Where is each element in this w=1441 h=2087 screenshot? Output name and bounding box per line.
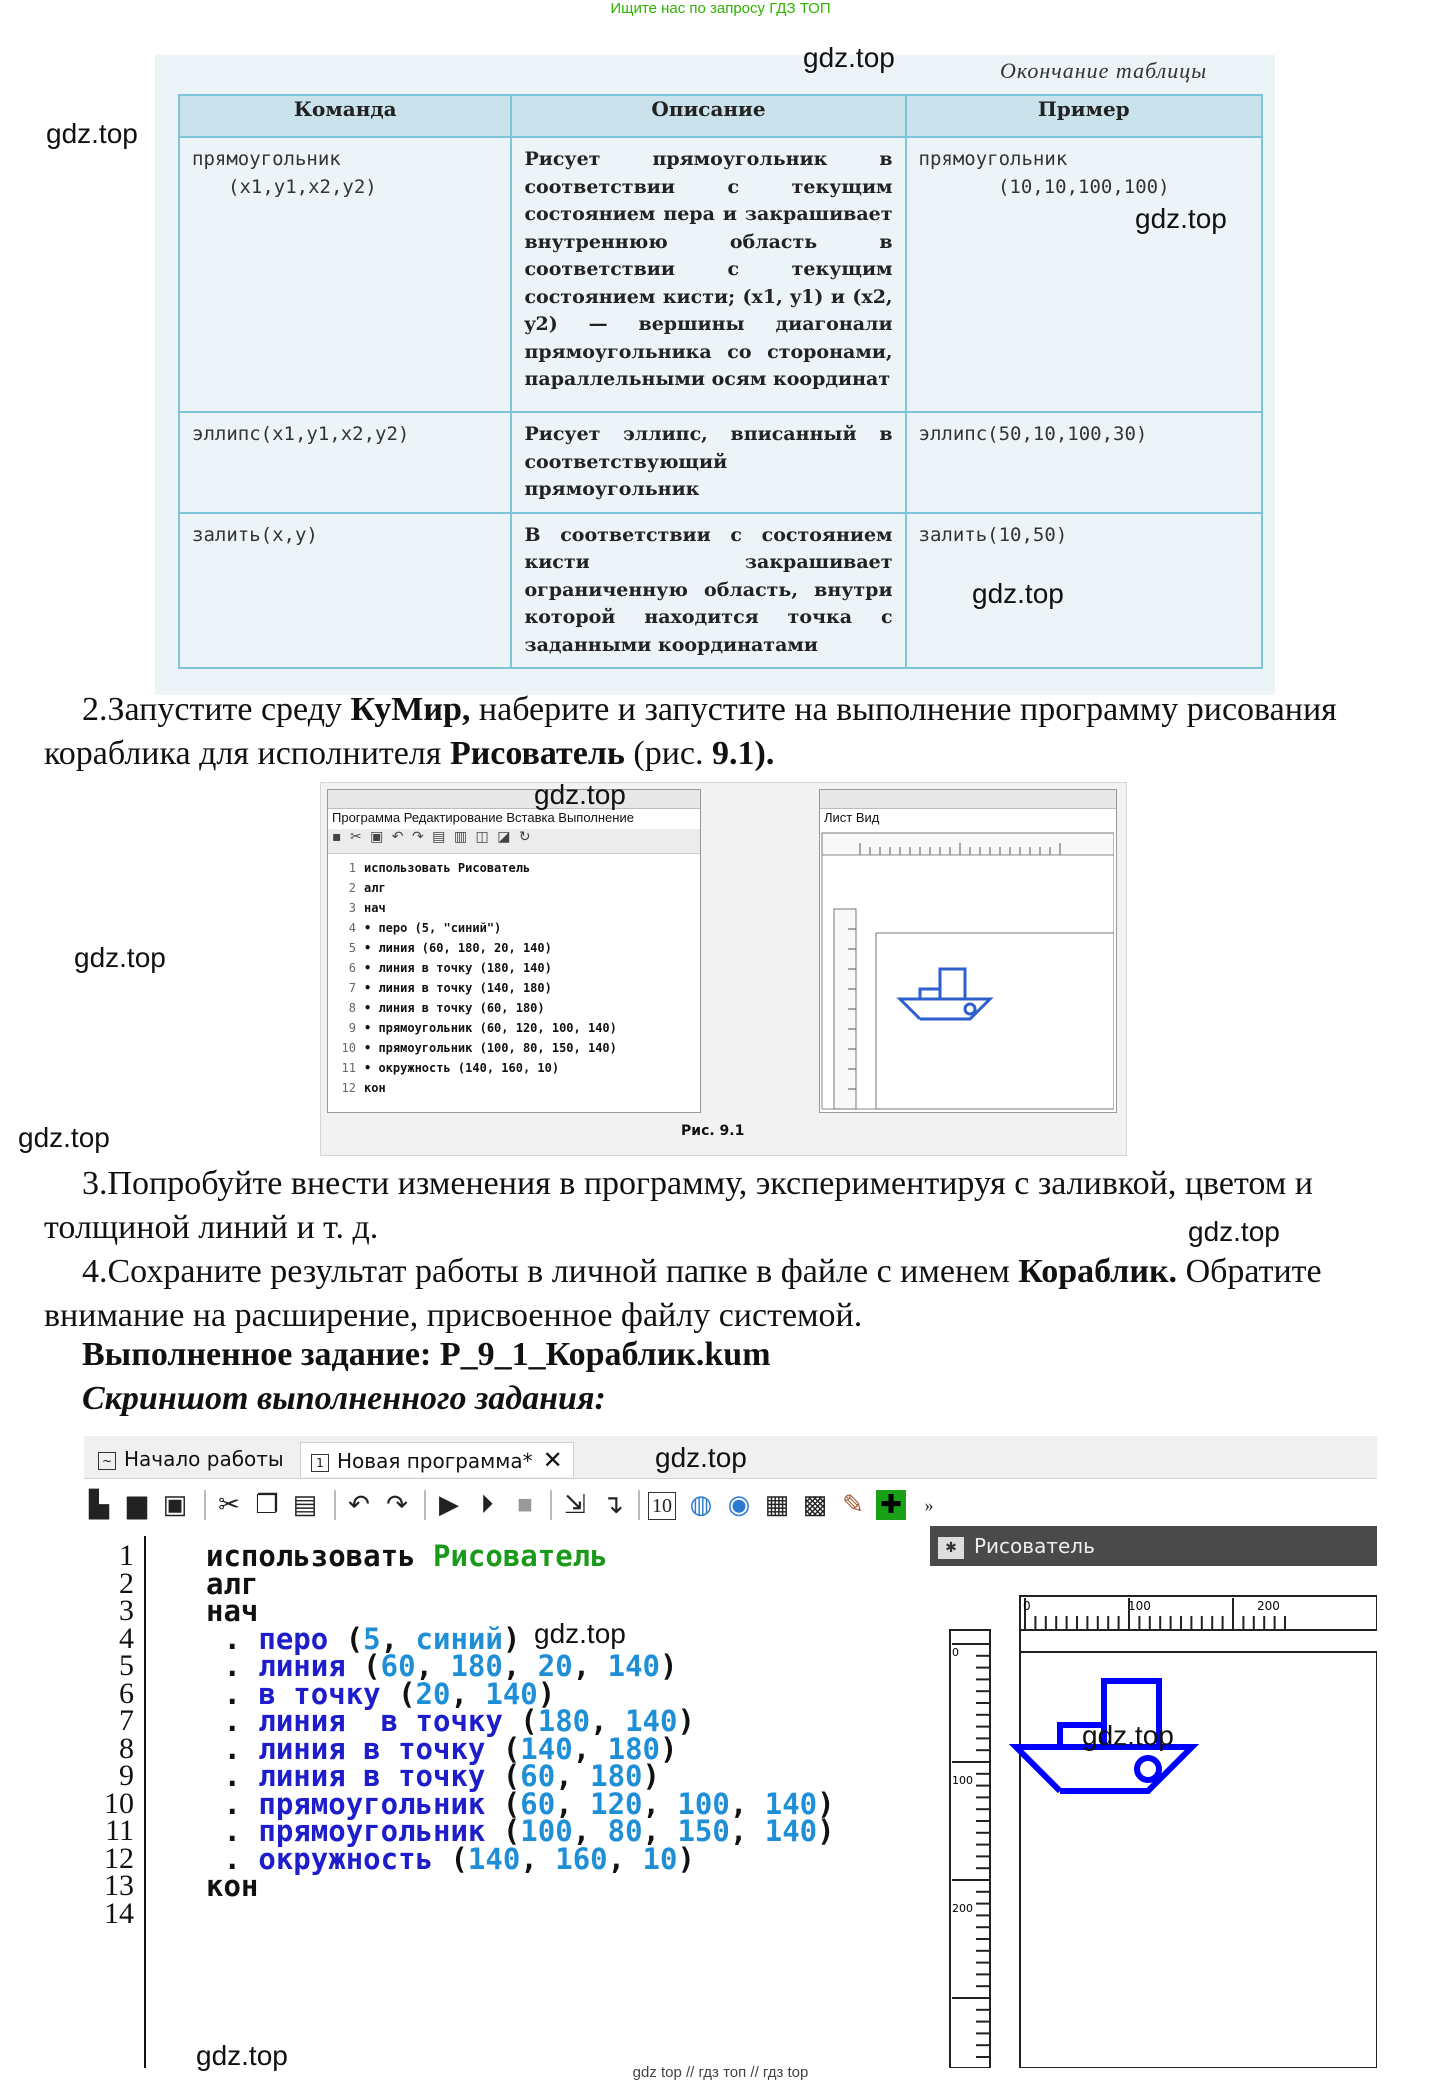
code-token: 140: [764, 1814, 818, 1848]
figure-code-text: • линия в точку (180, 140): [364, 961, 552, 975]
code-token: (: [380, 1676, 416, 1711]
toolbar-separator: [638, 1490, 640, 1520]
step-over-icon[interactable]: ⇲: [564, 1490, 586, 1519]
watermark: gdz.top: [534, 1618, 626, 1649]
figure-code-text: нач: [364, 901, 386, 915]
line-number: 13: [104, 1869, 134, 1902]
cell-command: прямоугольник (x1,y1,x2,y2): [179, 137, 511, 412]
figure-code-text: • прямоугольник (100, 80, 150, 140): [364, 1041, 617, 1055]
header-description: Описание: [511, 95, 905, 137]
start-page-icon: ~: [98, 1452, 116, 1470]
line-number: 1: [119, 1539, 134, 1572]
code-token: использовать: [206, 1539, 433, 1573]
code-token: .: [206, 1759, 259, 1793]
watermark: gdz.top: [18, 1122, 110, 1153]
code-token: 140: [485, 1676, 538, 1711]
code-token: кон: [206, 1869, 259, 1903]
line-number: 6: [119, 1676, 134, 1710]
turtle-icon[interactable]: ▩: [802, 1490, 828, 1519]
code-token: 120: [590, 1786, 643, 1821]
drawer-panel: [930, 1526, 1377, 2068]
redo-icon[interactable]: ↷: [386, 1490, 408, 1519]
toolbar-separator: [334, 1490, 336, 1520]
figure-code-line: [328, 978, 700, 998]
code-token: линия в точку: [258, 1759, 486, 1793]
code-token: нач: [206, 1594, 259, 1628]
code-token: 60: [520, 1786, 556, 1821]
cell-example: эллипс(50,10,100,30): [906, 412, 1262, 513]
ruler-top-label: 100: [1128, 1599, 1151, 1613]
figure-line-number: 2: [348, 881, 356, 895]
figure-menu-bar: Программа Редактирование Вставка Выполнение: [332, 810, 634, 825]
code-token: (: [328, 1621, 364, 1656]
figure-line-number: 1: [348, 861, 356, 875]
watermark: gdz.top: [1135, 203, 1227, 234]
figure-editor-window: [327, 789, 701, 1113]
new-file-icon[interactable]: ▙: [89, 1490, 109, 1519]
code-token: .: [206, 1676, 259, 1711]
code-token: ,: [642, 1786, 678, 1821]
figure-line-number: 3: [348, 901, 356, 915]
toolbar-separator: [424, 1490, 426, 1520]
figure-code-line: [328, 1058, 700, 1078]
figure-code-line: [328, 918, 700, 938]
robot-field-icon[interactable]: 10: [648, 1492, 676, 1520]
code-token: 140: [520, 1731, 573, 1766]
code-line: [84, 1896, 924, 1932]
top-banner: Ищите нас по запросу ГДЗ ТОП: [610, 0, 831, 17]
watermark: gdz.top: [196, 2040, 288, 2071]
drawer-panel-title: Рисователь: [974, 1534, 1095, 1558]
code-token: (: [433, 1841, 468, 1876]
command-table: [178, 94, 1263, 669]
cell-description: Рисует прямоугольник в соответствии с текущим состоянием пера и закрашивает внутреннюю область в соответствии с текущим состоянием кисти; (x1, y1) и (x2, y2) — вершины диагонали прямоугольника со сторонами, параллельными осям координат: [511, 137, 905, 412]
code-token: линия: [258, 1649, 346, 1683]
code-token: 60: [520, 1759, 556, 1793]
save-icon[interactable]: ▣: [162, 1490, 188, 1519]
cell-description: Рисует эллипс, вписанный в соответствующий прямоугольник: [511, 412, 905, 513]
screenshot-heading: Скриншот выполненного задания:: [82, 1380, 606, 1417]
run-icon[interactable]: ▶: [439, 1490, 459, 1519]
code-token: ,: [555, 1786, 591, 1821]
code-token: ,: [415, 1649, 451, 1683]
code-token: ,: [572, 1814, 608, 1848]
figure-code-text: алг: [364, 881, 386, 895]
figure-code-text: кон: [364, 1081, 386, 1095]
figure-code-line: [328, 1018, 700, 1038]
line-number: 3: [119, 1594, 134, 1627]
figure-code-line: [328, 938, 700, 958]
code-token: ,: [729, 1814, 765, 1848]
code-token: 140: [467, 1841, 521, 1876]
toolbar-separator: [204, 1490, 206, 1520]
completed-task-heading: Выполненное задание: Р_9_1_Кораблик.kum: [82, 1336, 771, 1373]
figure-line-number: 8: [348, 1001, 356, 1015]
figure-code-text: • прямоугольник (60, 120, 100, 140): [364, 1021, 617, 1035]
header-command: Команда: [179, 95, 511, 137]
program-file-icon: 1: [311, 1454, 329, 1472]
code-token: ,: [607, 1841, 643, 1876]
code-token: .: [206, 1731, 259, 1766]
figure-code-line: [328, 998, 700, 1018]
code-token: .: [206, 1786, 259, 1821]
code-token: перо: [258, 1621, 329, 1656]
code-token: 180: [590, 1759, 643, 1793]
code-token: ): [817, 1786, 835, 1821]
code-token: ,: [555, 1759, 591, 1793]
code-token: ,: [450, 1676, 486, 1711]
line-number: 12: [104, 1841, 134, 1875]
cell-command: эллипс(x1,y1,x2,y2): [179, 412, 511, 513]
code-token: ,: [642, 1814, 678, 1848]
code-token: (: [345, 1649, 381, 1683]
code-token: .: [206, 1649, 259, 1683]
code-token: синий: [415, 1621, 503, 1656]
code-token: 20: [415, 1676, 451, 1711]
code-token: ): [817, 1814, 835, 1848]
figure-canvas-drawing: [820, 829, 1114, 1111]
line-number: 7: [119, 1704, 134, 1737]
paragraph-step-4: 4.Сохраните результат работы в личной папке в файле с именем Кораблик. Обратите внимание на расширение, присвоенное файлу системой.: [44, 1253, 1322, 1334]
ruler-top-label: 0: [1023, 1599, 1031, 1613]
paste-icon[interactable]: ▤: [292, 1490, 318, 1519]
cell-example: прямоугольник (10,10,100,100): [906, 137, 1262, 412]
watermark: gdz.top: [972, 578, 1064, 609]
code-token: ): [537, 1676, 556, 1711]
figure-code-line: [328, 878, 700, 898]
undo-icon[interactable]: ↶: [348, 1490, 370, 1519]
line-number: 14: [104, 1896, 134, 1930]
copy-icon[interactable]: ❐: [255, 1490, 279, 1519]
code-token: ,: [572, 1649, 608, 1683]
figure-code-listing: [328, 854, 700, 1098]
code-token: 180: [607, 1731, 660, 1766]
code-token: 80: [607, 1814, 643, 1848]
run-step-icon[interactable]: ⏵: [480, 1490, 494, 1519]
paragraph-step-2: 2.Запустите среду КуМир, наберите и запустите на выполнение программу рисования кораблика для исполнителя Рисователь (рис. 9.1).: [44, 691, 1337, 772]
figure-caption: Рис. 9.1: [681, 1123, 745, 1139]
figure-canvas-menu: Лист Вид: [824, 810, 880, 825]
code-token: ): [502, 1621, 521, 1656]
line-number: 9: [119, 1759, 134, 1792]
figure-code-text: использовать Рисователь: [364, 861, 531, 875]
ruler-left-label: 100: [952, 1774, 973, 1787]
figure-canvas-titlebar: [820, 790, 1116, 809]
code-token: 140: [625, 1704, 678, 1738]
code-token: .: [206, 1814, 259, 1848]
figure-toolbar: ▪ ✂ ▣ ↶ ↷ ▤ ▥ ◫ ◪ ↻: [328, 829, 700, 854]
code-token: 20: [537, 1649, 573, 1683]
code-token: .: [206, 1841, 259, 1876]
code-token: алг: [206, 1566, 259, 1601]
figure-line-number: 5: [348, 941, 356, 955]
watermark: gdz.top: [655, 1442, 747, 1473]
step-into-icon[interactable]: ↴: [602, 1490, 624, 1519]
paragraph-step-3: 3.Попробуйте внести изменения в программу, экспериментируя с заливкой, цветом и толщиной линий и т. д.: [44, 1165, 1313, 1246]
code-token: ): [660, 1731, 678, 1766]
watermark: gdz.top: [1188, 1216, 1280, 1247]
figure-code-line: [328, 858, 700, 878]
code-token: 150: [677, 1814, 730, 1848]
figure-line-number: 4: [348, 921, 356, 935]
grid-icon[interactable]: ▦: [764, 1490, 790, 1519]
figure-line-number: 10: [341, 1041, 356, 1055]
figure-line-number: 9: [348, 1021, 356, 1035]
watermark: gdz.top: [74, 942, 166, 973]
code-token: (: [485, 1786, 521, 1821]
figure-code-line: [328, 1038, 700, 1058]
ruler-top-label: 200: [1257, 1599, 1280, 1613]
main-toolbar: [84, 1484, 1377, 1526]
tab-start[interactable]: ~ Начало работы: [88, 1442, 294, 1476]
drawer-canvas: [930, 1566, 1377, 2068]
figure-code-line: [328, 958, 700, 978]
code-token: (: [485, 1759, 521, 1793]
code-editor[interactable]: [84, 1536, 924, 2068]
cut-icon[interactable]: ✂: [218, 1490, 240, 1519]
line-number: 5: [119, 1649, 134, 1682]
figure-editor-titlebar: [328, 790, 700, 809]
code-token: ): [677, 1704, 695, 1738]
code-token: линия в точку: [258, 1704, 503, 1738]
code-token: ): [660, 1649, 678, 1683]
drawer-icon[interactable]: ✚: [876, 1490, 906, 1520]
cell-description: В соответствии с состоянием кисти закрашивает ограниченную область, внутри которой находится точка с заданными координатами: [511, 513, 905, 669]
painter-icon[interactable]: ✎: [842, 1490, 864, 1519]
code-token: Рисователь: [432, 1539, 608, 1573]
code-token: 60: [380, 1649, 416, 1683]
table-caption: Окончание таблицы: [1000, 58, 1208, 83]
line-number: 11: [105, 1814, 134, 1847]
line-number: 2: [119, 1566, 134, 1600]
figure-line-number: 12: [341, 1081, 356, 1095]
code-token: ,: [590, 1704, 626, 1738]
ruler-left-label: 0: [952, 1646, 959, 1659]
weather-icon[interactable]: ◉: [727, 1490, 751, 1519]
figure-code-text: • перо (5, "синий"): [364, 921, 502, 935]
code-token: прямоугольник: [258, 1814, 486, 1848]
line-number: 8: [119, 1731, 134, 1765]
figure-line-number: 6: [348, 961, 356, 975]
watermark: gdz.top: [534, 779, 626, 810]
code-token: ,: [729, 1786, 765, 1821]
code-token: 180: [537, 1704, 591, 1738]
code-token: линия в точку: [258, 1731, 486, 1766]
code-token: окружность: [258, 1841, 433, 1876]
watermark: gdz.top: [1082, 1720, 1174, 1751]
code-token: 140: [607, 1649, 661, 1683]
open-folder-icon[interactable]: ▆: [127, 1490, 147, 1519]
line-number: 10: [104, 1786, 134, 1820]
stop-icon[interactable]: ■: [517, 1490, 533, 1519]
figure-9-1: [320, 782, 1127, 1156]
watermark: gdz.top: [803, 42, 895, 73]
pin-icon[interactable]: ✱: [938, 1537, 964, 1559]
figure-line-number: 11: [341, 1061, 356, 1075]
close-tab-icon[interactable]: ✕: [542, 1446, 563, 1474]
footer-text: gdz top // гдз топ // гдз top: [632, 2064, 809, 2081]
code-token: 100: [677, 1786, 730, 1821]
code-token: ,: [520, 1841, 556, 1876]
code-token: 180: [450, 1649, 503, 1683]
code-token: .: [206, 1704, 259, 1738]
header-example: Пример: [906, 95, 1262, 137]
line-number: 4: [119, 1621, 134, 1655]
code-token: ,: [572, 1731, 608, 1766]
kumir-ide-screenshot: [84, 1436, 1377, 2068]
figure-code-text: • линия в точку (140, 180): [364, 981, 552, 995]
code-token: ): [642, 1759, 660, 1793]
water-icon[interactable]: ◍: [689, 1490, 713, 1519]
code-token: 5: [363, 1621, 381, 1656]
figure-line-number: 7: [348, 981, 356, 995]
code-token: 140: [764, 1786, 818, 1821]
figure-code-text: • линия (60, 180, 20, 140): [364, 941, 552, 955]
tab-new-program[interactable]: 1 Новая программа* ✕: [300, 1442, 574, 1477]
code-token: (: [485, 1814, 521, 1848]
code-token: .: [206, 1621, 259, 1656]
ruler-left-label: 200: [952, 1902, 973, 1915]
code-token: 10: [642, 1841, 678, 1876]
code-token: 100: [520, 1814, 573, 1848]
code-token: 160: [555, 1841, 608, 1876]
code-token: ): [677, 1841, 695, 1876]
figure-code-text: • окружность (140, 160, 10): [364, 1061, 560, 1075]
drawer-panel-header: [930, 1526, 1377, 1566]
code-token: ,: [380, 1621, 416, 1656]
watermark: gdz.top: [46, 118, 138, 149]
toolbar-separator: [550, 1490, 552, 1520]
figure-code-line: [328, 1078, 700, 1098]
figure-code-text: • линия в точку (60, 180): [364, 1001, 545, 1015]
code-token: (: [485, 1731, 521, 1766]
cell-example: залить(10,50): [906, 513, 1262, 669]
cell-command: залить(x,y): [179, 513, 511, 669]
code-token: (: [502, 1704, 538, 1738]
code-token: в точку: [258, 1676, 381, 1711]
figure-canvas-window: [819, 789, 1117, 1113]
more-chevron-icon[interactable]: »: [924, 1495, 934, 1515]
code-token: прямоугольник: [258, 1786, 486, 1821]
figure-code-line: [328, 898, 700, 918]
code-token: ,: [502, 1649, 538, 1683]
